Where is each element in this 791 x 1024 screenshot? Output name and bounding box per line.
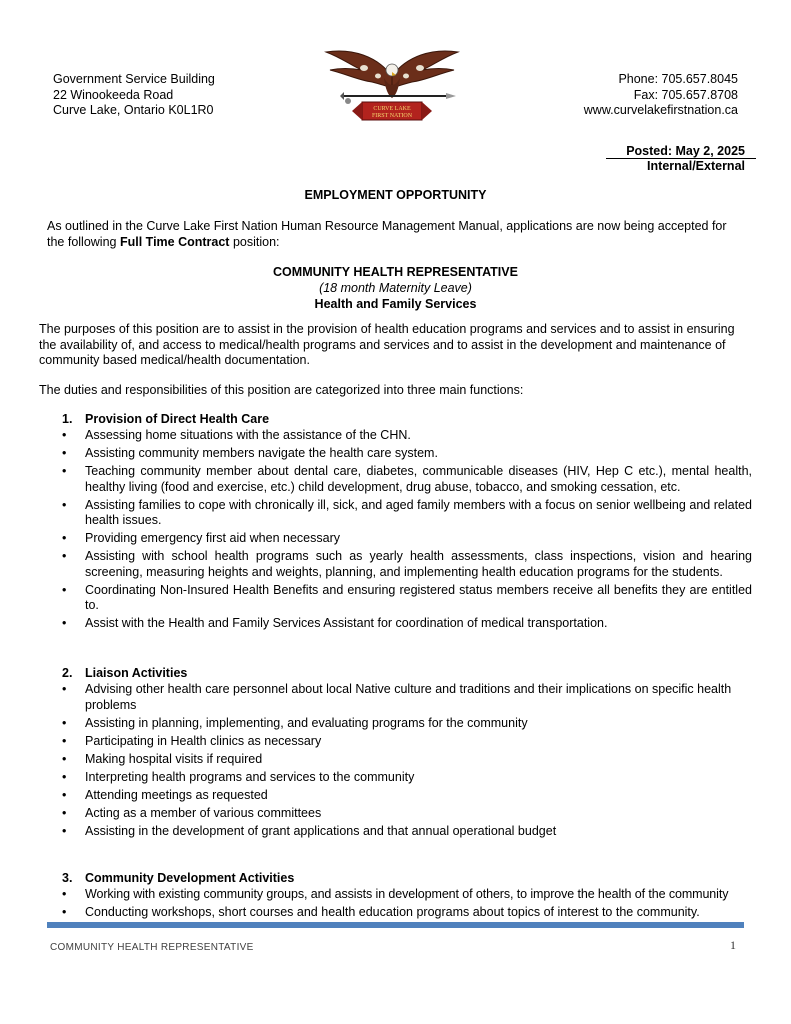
list-item: • Assisting in planning, implementing, and evaluating programs for the community bbox=[62, 716, 752, 732]
section-liaison-activities bbox=[62, 665, 752, 842]
list-item: • Assessing home situations with the assistance of the CHN. bbox=[62, 428, 752, 444]
list-item: • Assisting in the development of grant applications and that annual operational budget bbox=[62, 824, 752, 840]
section-heading bbox=[62, 411, 752, 428]
contact-block bbox=[584, 72, 738, 119]
list-item: • Interpreting health programs and services to the community bbox=[62, 770, 752, 786]
position-department: Health and Family Services bbox=[314, 297, 477, 311]
intro-paragraph bbox=[47, 218, 747, 250]
section-number: 1. bbox=[62, 412, 73, 426]
list-item: • Conducting workshops, short courses and health education programs about topics of interest to the community. bbox=[62, 905, 752, 921]
section-title: Provision of Direct Health Care bbox=[85, 412, 270, 426]
section-title: Community Development Activities bbox=[85, 871, 295, 885]
section-direct-health-care bbox=[62, 411, 752, 634]
posting-scope: Internal/External bbox=[647, 159, 745, 173]
list-item: • Assisting families to cope with chronically ill, sick, and aged family members with a focus on senior wellbeing and related health issues. bbox=[62, 498, 752, 529]
duties-intro: The duties and responsibilities of this position are categorized into three main functions: bbox=[39, 383, 524, 397]
logo-text-line: CURVE LAKE bbox=[373, 106, 411, 112]
phone-line: Phone: 705.657.8045 bbox=[618, 72, 738, 86]
posting-info bbox=[626, 144, 745, 174]
footer-title: COMMUNITY HEALTH REPRESENTATIVE bbox=[50, 942, 254, 953]
page-title: EMPLOYMENT OPPORTUNITY bbox=[304, 188, 487, 202]
intro-emphasis: Full Time Contract bbox=[119, 235, 230, 249]
list-item: • Providing emergency first aid when necessary bbox=[62, 531, 752, 547]
footer-rule bbox=[47, 922, 744, 928]
list-item: • Acting as a member of various committees bbox=[62, 806, 752, 822]
section-number: 3. bbox=[62, 871, 73, 885]
intro-text-end: position: bbox=[229, 235, 280, 249]
list-item: • Assist with the Health and Family Services Assistant for coordination of medical transportation. bbox=[62, 616, 752, 632]
list-item: • Assisting with school health programs such as yearly health assessments, class inspections, vision and hearing screening, measuring heights and weights, planning, and implementing health education programs for the students. bbox=[62, 549, 752, 580]
list-item: • Attending meetings as requested bbox=[62, 788, 752, 804]
curve-lake-logo bbox=[322, 46, 462, 124]
list-item: • Coordinating Non-Insured Health Benefits and ensuring registered status members receive all benefits they are entitled to. bbox=[62, 583, 752, 614]
intro-text: As outlined in the Curve Lake First Nation Human Resource Management Manual, applications are now being accepted for the following bbox=[47, 219, 727, 249]
website-line: www.curvelakefirstnation.ca bbox=[583, 103, 738, 117]
posted-underline bbox=[606, 158, 756, 159]
section-heading bbox=[62, 665, 752, 682]
address-line: Curve Lake, Ontario K0L1R0 bbox=[53, 103, 214, 117]
address-line: Government Service Building bbox=[53, 72, 215, 86]
position-title: COMMUNITY HEALTH REPRESENTATIVE bbox=[273, 265, 518, 279]
position-term: (18 month Maternity Leave) bbox=[319, 281, 472, 295]
list-item: • Making hospital visits if required bbox=[62, 752, 752, 768]
purpose-paragraph: The purposes of this position are to assist in the provision of health education programs and services and to assist in ensuring the availability of, and access to medical/health programs and services and to assist in the development and maintenance of community based medical/health documentation. bbox=[39, 322, 735, 367]
section-community-development bbox=[62, 870, 752, 923]
list-item: • Working with existing community groups, and assists in development of others, to improve the health of the community bbox=[62, 887, 752, 903]
section-title: Liaison Activities bbox=[85, 666, 188, 680]
position-block bbox=[0, 264, 791, 312]
list-item: • Participating in Health clinics as necessary bbox=[62, 734, 752, 750]
fax-line: Fax: 705.657.8708 bbox=[633, 87, 738, 102]
section-number: 2. bbox=[62, 666, 73, 680]
posted-date: Posted: May 2, 2025 bbox=[626, 144, 745, 158]
address-line: 22 Winookeeda Road bbox=[53, 87, 174, 102]
address-block bbox=[53, 72, 215, 119]
list-item: • Advising other health care personnel about local Native culture and traditions and their implications on specific health problems bbox=[62, 682, 752, 713]
section-heading bbox=[62, 870, 752, 887]
list-item: • Teaching community member about dental care, diabetes, communicable diseases (HIV, Hep C etc.), mental health, healthy living (food and exercise, etc.) child development, drug abuse, tobacco, and smoking cessation, etc. bbox=[62, 464, 752, 495]
logo-text-line: FIRST NATION bbox=[371, 113, 413, 119]
list-item: • Assisting community members navigate the health care system. bbox=[62, 446, 752, 462]
page-number: 1 bbox=[730, 938, 736, 952]
